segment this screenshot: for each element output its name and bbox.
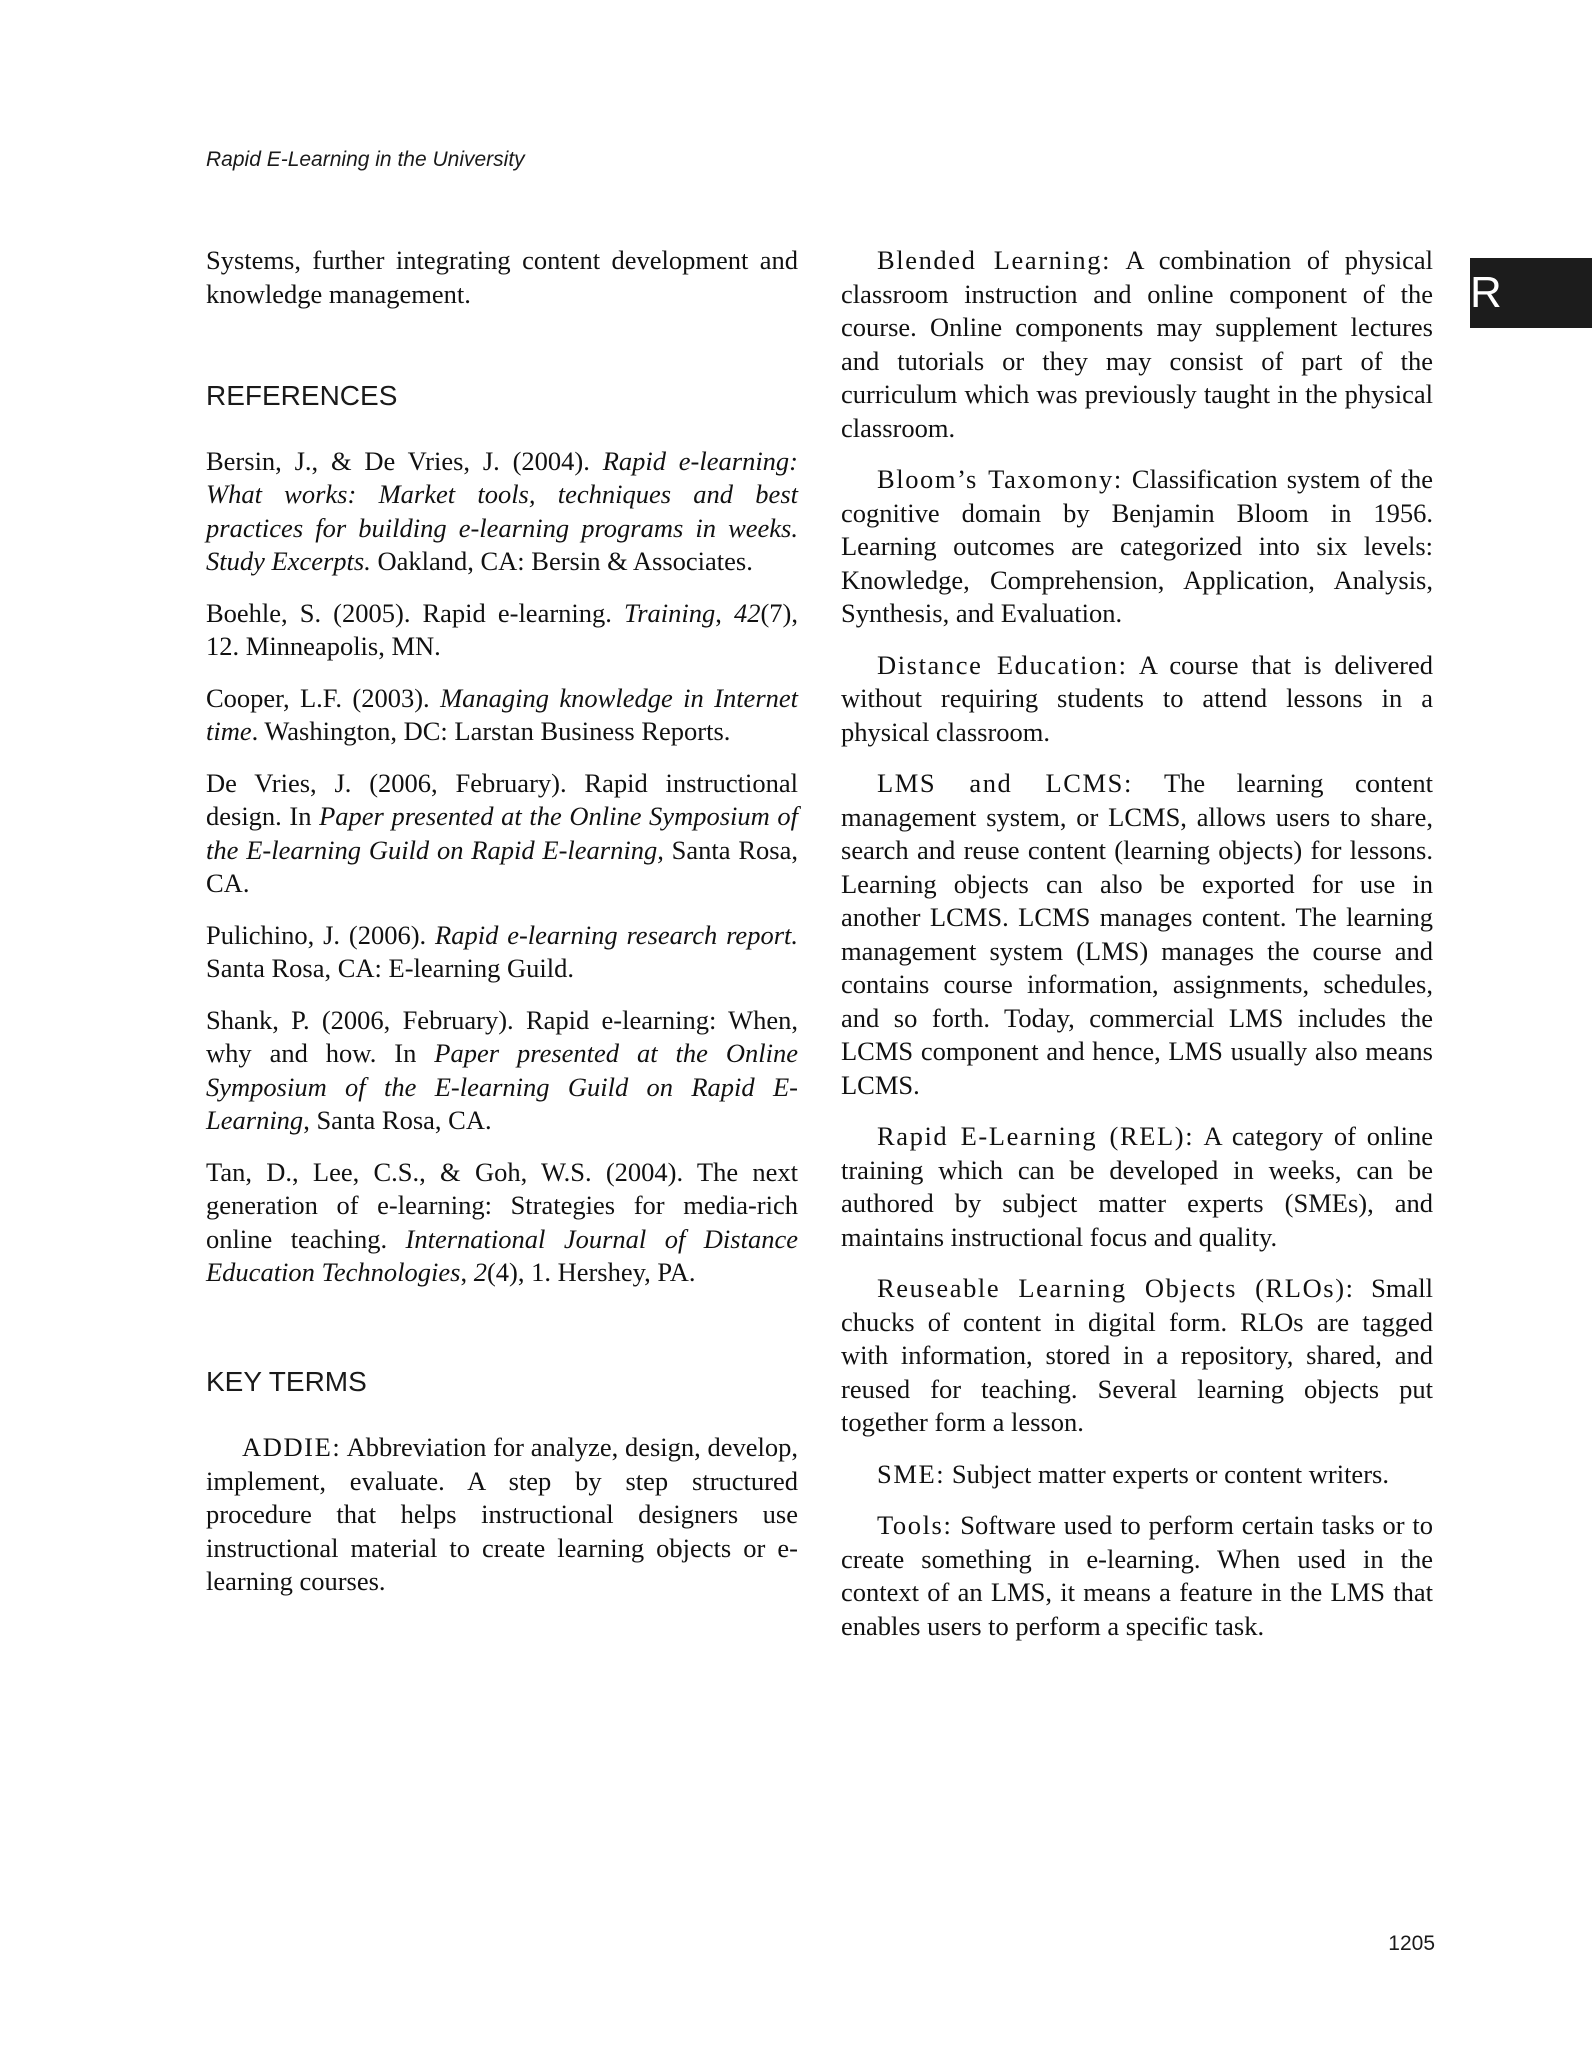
- key-term-name: Rapid E-Learning (REL):: [877, 1121, 1195, 1151]
- key-term-name: Reuseable Learning Objects (RLOs):: [877, 1273, 1355, 1303]
- key-term-item: Rapid E-Learning (REL): A category of online training which can be developed in weeks, can be authored by subject matter experts (SMEs), and maintains instructional focus and quality.: [841, 1121, 1434, 1252]
- key-term-item: Bloom’s Taxomony: Classification system of the cognitive domain by Benjamin Bloom in 1956. Learning outcomes are categorized into six levels: Knowledge, Comprehension, Application, Analysis, Synthesis, and Evaluation.: [841, 464, 1433, 628]
- reference-item: Shank, P. (2006, February). Rapid e-learning: When, why and how. In Paper presented at the Online Symposium of the E-learning Guild on Rapid E-Learning, Santa Rosa, CA.: [206, 1004, 798, 1135]
- key-term-item: Tools: Software used to perform certain tasks or to create something in e-learning. When used in the context of an LMS, it means a feature in the LMS that enables users to perform a specific task.: [841, 1510, 1433, 1641]
- key-term-name: SME:: [877, 1458, 946, 1489]
- page-number: 1205: [1388, 1932, 1435, 1955]
- key-term-name: LMS and LCMS:: [877, 768, 1133, 798]
- section-tab: [1470, 258, 1592, 328]
- key-term-name: Bloom’s Taxomony:: [877, 464, 1123, 494]
- reference-item: Bersin, J., & De Vries, J. (2004). Rapid e-learning: What works: Market tools, techniques and best practices for building e-learning programs in weeks. Study Excerpts. Oakland, CA: Bersin & Associates.: [206, 445, 799, 576]
- key-term-item: LMS and LCMS: The learning content management system, or LCMS, allows users to share, search and reuse content (learning objects) for lessons. Learning objects can also be exported for use in another LCMS. LCMS manages content. The learning management system (LMS) manages the course and contains course information, assignments, schedules, and so forth. Today, commercial LMS includes the LCMS component and hence, LMS usually also means LCMS.: [841, 768, 1433, 1100]
- key-term-name: ADDIE:: [242, 1432, 342, 1462]
- right-column: [841, 244, 1433, 1661]
- reference-item: Boehle, S. (2005). Rapid e-learning. Training, 42(7), 12. Minneapolis, MN.: [206, 597, 798, 661]
- reference-item: De Vries, J. (2006, February). Rapid instructional design. In Paper presented at the Online Symposium of the E-learning Guild on Rapid E-learning, Santa Rosa, CA.: [206, 767, 798, 898]
- key-term-item: SME: Subject matter experts or content writers.: [877, 1458, 1389, 1489]
- key-term-name: Tools:: [877, 1510, 953, 1540]
- section-tab-letter: R: [1470, 268, 1502, 317]
- reference-item: Tan, D., Lee, C.S., & Goh, W.S. (2004). The next generation of e-learning: Strategies for media-rich online teaching. International Journal of Distance Education Technologies, 2(4), 1. Hershey, PA.: [206, 1156, 798, 1287]
- key-term-item: Distance Education: A course that is delivered without requiring students to attend lessons in a physical classroom.: [841, 649, 1433, 747]
- key-terms-heading: KEY TERMS: [206, 1365, 367, 1397]
- key-term-item: Reuseable Learning Objects (RLOs): Small chucks of content in digital form. RLOs are tagged with information, stored in a repository, shared, and reused for teaching. Several learning objects put together form a lesson.: [841, 1273, 1433, 1437]
- reference-item: Pulichino, J. (2006). Rapid e-learning research report. Santa Rosa, CA: E-learning Guild.: [206, 919, 798, 983]
- references-heading: REFERENCES: [206, 380, 398, 411]
- key-term-name: Blended Learning:: [877, 245, 1112, 275]
- key-term-name: Distance Education:: [877, 649, 1128, 680]
- left-column: [206, 244, 798, 1617]
- key-term-item: ADDIE: Abbreviation for analyze, design, develop, implement, evaluate. A step by step structured procedure that helps instructional designers use instructional material to create learning objects or e-learning courses.: [206, 1432, 798, 1596]
- running-head: Rapid E-Learning in the University: [206, 148, 525, 171]
- intro-paragraph: Systems, further integrating content development and knowledge management.: [206, 245, 798, 309]
- key-term-item: Blended Learning: A combination of physical classroom instruction and online component of the course. Online components may supplement lectures and tutorials or they may consist of part of the curriculum which was previously taught in the physical classroom.: [841, 245, 1434, 443]
- reference-item: Cooper, L.F. (2003). Managing knowledge in Internet time. Washington, DC: Larstan Business Reports.: [206, 682, 799, 746]
